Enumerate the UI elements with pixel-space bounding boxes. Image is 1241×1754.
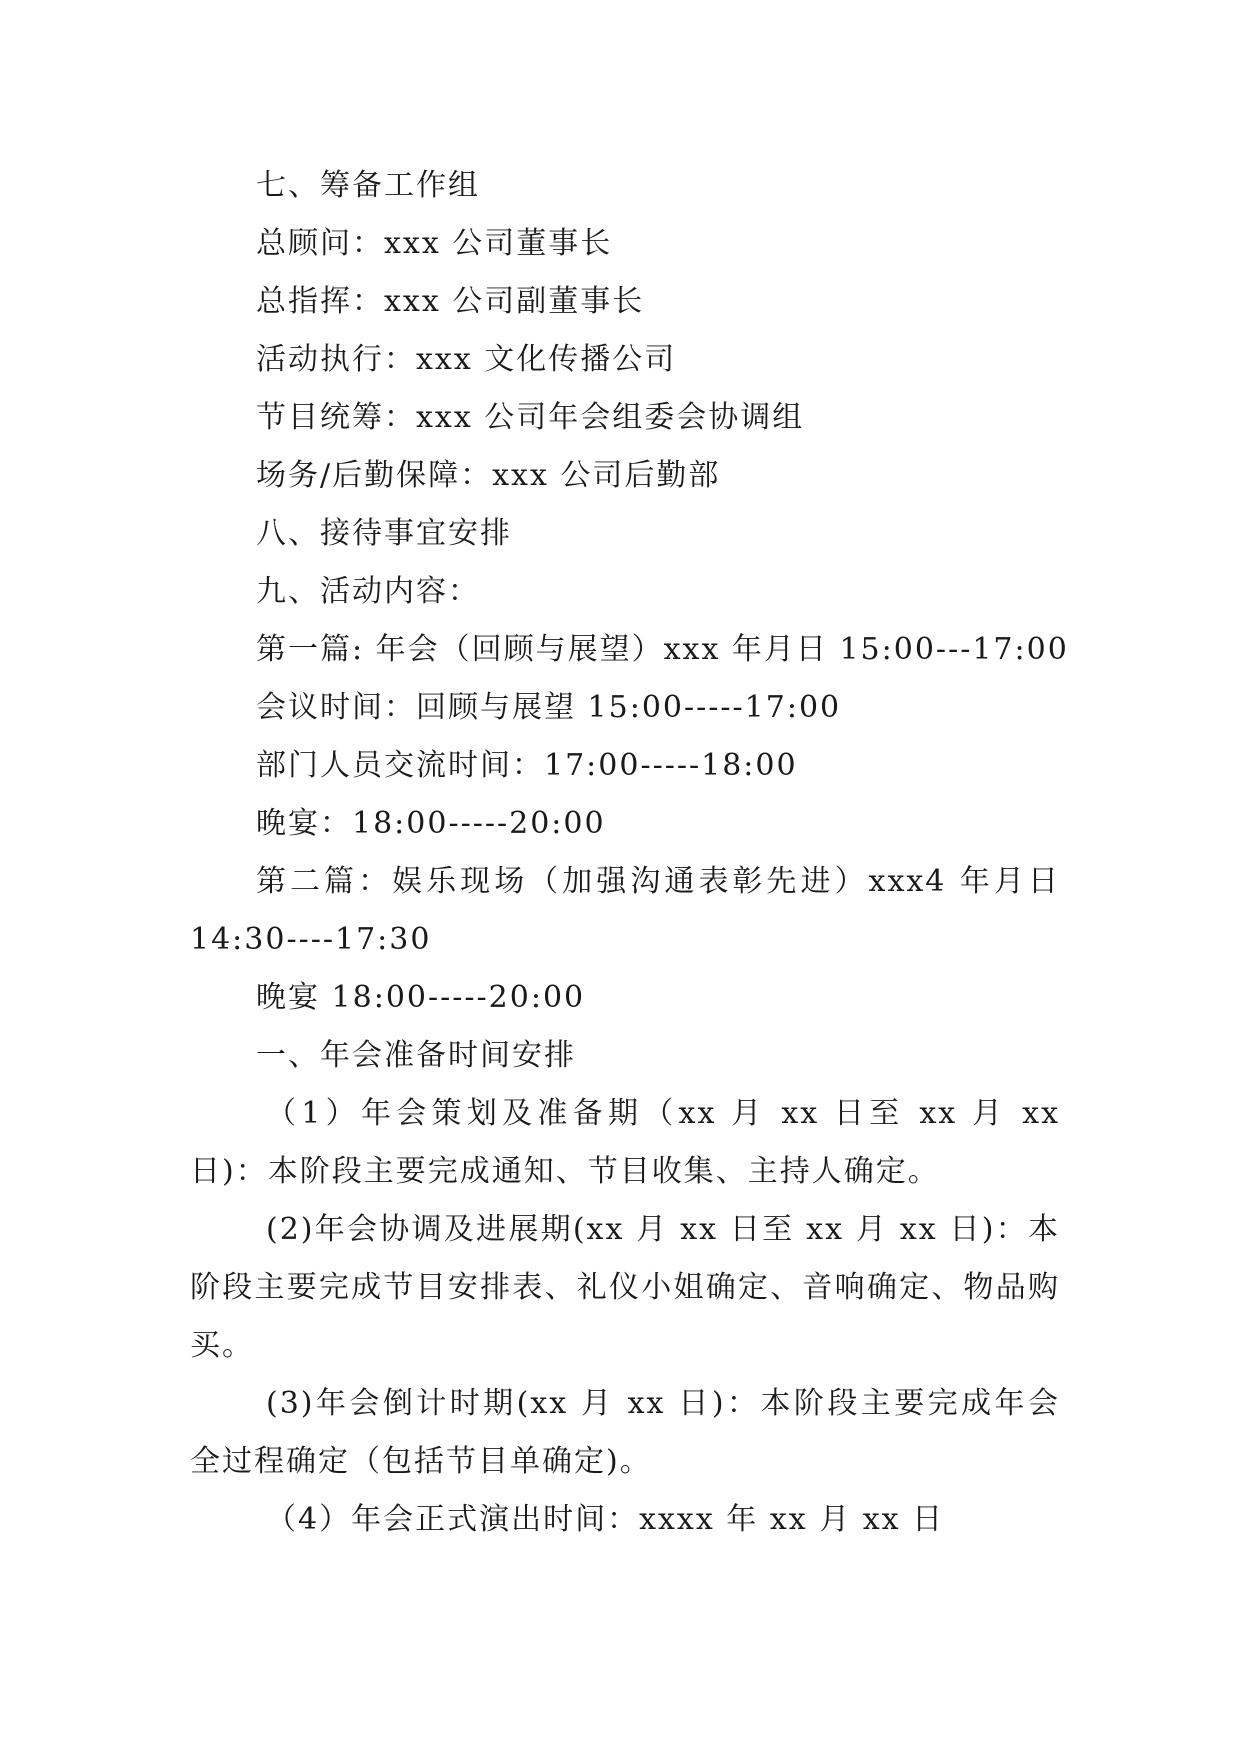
event-execution-line: 活动执行：xxx 文化传播公司 (256, 342, 677, 377)
chief-commander-line: 总指挥：xxx 公司副董事长 (256, 284, 645, 319)
part-two-paragraph: 第二篇：娱乐现场（加强沟通表彰先进）xxx4 年月日 14:30----17:30 (190, 864, 1060, 957)
prep-stage-2-paragraph: (2)年会协调及进展期(xx 月 xx 日至 xx 月 xx 日)：本阶段主要完成节目安排表、礼仪小姐确定、音响确定、物品购买。 (190, 1212, 1060, 1363)
document-body (190, 157, 1069, 1549)
dinner-line-2: 晚宴 18:00-----20:00 (256, 980, 586, 1015)
program-coordination-line: 节目统筹：xxx 公司年会组委会协调组 (256, 400, 805, 435)
part-one-line: 第一篇: 年会（回顾与展望）xxx 年月日 15:00---17:00 (256, 632, 1069, 667)
section-heading-9: 九、活动内容： (256, 574, 480, 609)
prep-stage-1-paragraph: （1）年会策划及准备期（xx 月 xx 日至 xx 月 xx 日)：本阶段主要完成通知、节目收集、主持人确定。 (190, 1096, 1060, 1189)
prep-stage-3-paragraph: (3)年会倒计时期(xx 月 xx 日)：本阶段主要完成年会全过程确定（包括节目单确定)。 (190, 1386, 1060, 1479)
general-advisor-line: 总顾问：xxx 公司董事长 (256, 226, 613, 261)
dinner-line: 晚宴：18:00-----20:00 (256, 806, 606, 841)
logistics-line: 场务/后勤保障：xxx 公司后勤部 (256, 458, 721, 493)
prep-schedule-heading: 一、年会准备时间安排 (256, 1038, 576, 1073)
section-heading-8: 八、接待事宜安排 (256, 516, 512, 551)
meeting-time-line: 会议时间：回顾与展望 15:00-----17:00 (256, 690, 842, 725)
prep-stage-4-line: （4）年会正式演出时间：xxxx 年 xx 月 xx 日 (266, 1502, 945, 1537)
department-exchange-line: 部门人员交流时间：17:00-----18:00 (256, 748, 798, 783)
section-heading-7: 七、筹备工作组 (256, 168, 480, 203)
